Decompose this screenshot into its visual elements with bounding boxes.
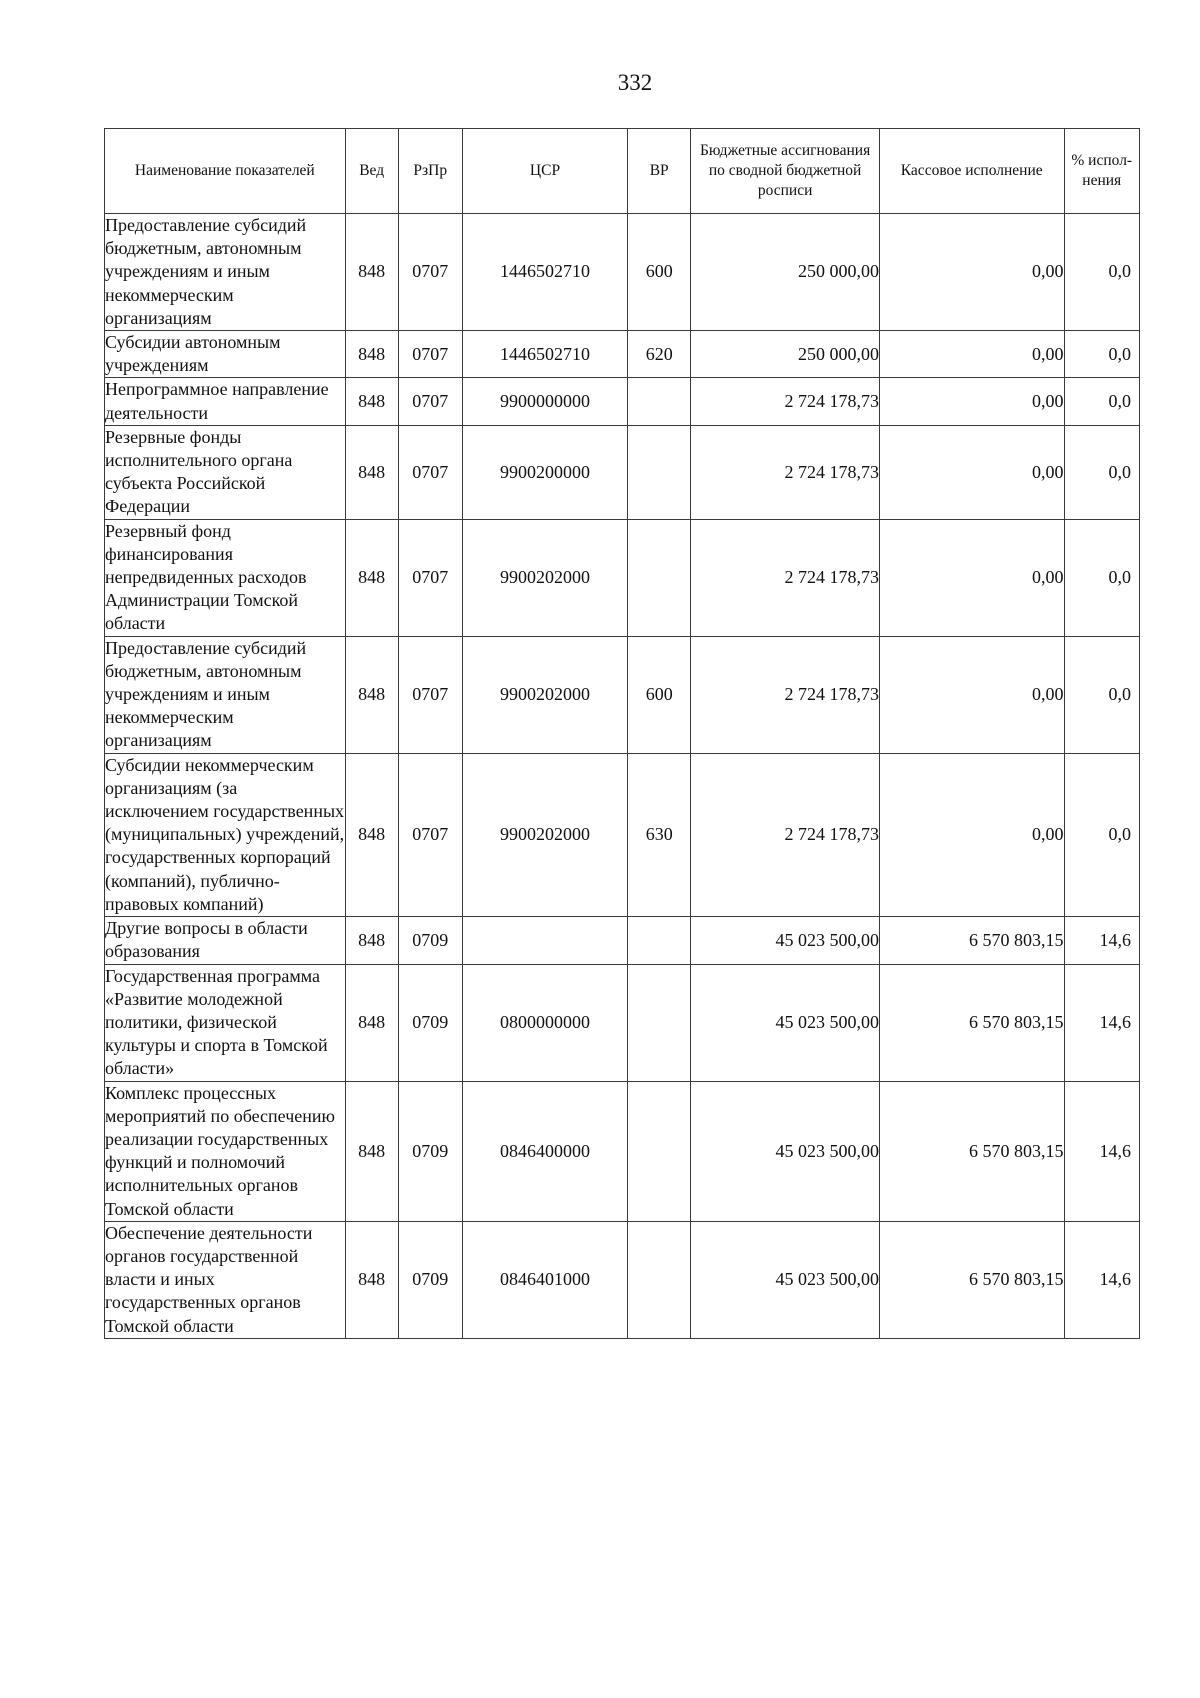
cell-name: Комплекс процессных мероприятий по обеспечению реализации государственных функций и полномочий исполнительных органов Томской области <box>105 1081 346 1221</box>
header-assignments: Бюджетные ассигнования по сводной бюджетной росписи <box>691 129 880 214</box>
cell-name: Предоставление субсидий бюджетным, автономным учреждениям и иным некоммерческим организациям <box>105 636 346 753</box>
cell-vr <box>628 1081 691 1221</box>
cell-cash-execution: 6 570 803,15 <box>879 1221 1064 1338</box>
cell-csr: 1446502710 <box>462 331 627 378</box>
cell-ved: 848 <box>345 1081 398 1221</box>
cell-assignments: 45 023 500,00 <box>691 917 880 964</box>
cell-name: Другие вопросы в области образования <box>105 917 346 964</box>
cell-assignments: 2 724 178,73 <box>691 519 880 636</box>
table-row <box>105 917 1140 964</box>
header-rzpr: РзПр <box>398 129 462 214</box>
cell-cash-execution: 6 570 803,15 <box>879 1081 1064 1221</box>
cell-rzpr: 0707 <box>398 753 462 916</box>
cell-name: Резервный фонд финансирования непредвиденных расходов Администрации Томской области <box>105 519 346 636</box>
cell-ved: 848 <box>345 519 398 636</box>
cell-assignments: 45 023 500,00 <box>691 1221 880 1338</box>
cell-csr: 9900202000 <box>462 519 627 636</box>
cell-percent: 0,0 <box>1064 331 1140 378</box>
cell-cash-execution: 0,00 <box>879 378 1064 425</box>
table-row <box>105 1221 1140 1338</box>
cell-name: Субсидии некоммерческим организациям (за исключением государственных (муниципальных) учреждений, государственных корпораций (компаний), публично-правовых компаний) <box>105 753 346 916</box>
table-row <box>105 753 1140 916</box>
cell-assignments: 2 724 178,73 <box>691 753 880 916</box>
cell-vr: 620 <box>628 331 691 378</box>
cell-csr <box>462 917 627 964</box>
cell-cash-execution: 0,00 <box>879 753 1064 916</box>
cell-ved: 848 <box>345 378 398 425</box>
cell-csr: 9900202000 <box>462 753 627 916</box>
cell-vr <box>628 917 691 964</box>
cell-rzpr: 0707 <box>398 378 462 425</box>
cell-name: Субсидии автономным учреждениям <box>105 331 346 378</box>
budget-execution-table <box>104 128 1140 1339</box>
cell-assignments: 2 724 178,73 <box>691 378 880 425</box>
cell-rzpr: 0709 <box>398 917 462 964</box>
cell-ved: 848 <box>345 636 398 753</box>
cell-vr: 600 <box>628 214 691 331</box>
cell-name: Непрограммное направление деятельности <box>105 378 346 425</box>
cell-assignments: 45 023 500,00 <box>691 1081 880 1221</box>
header-ved: Вед <box>345 129 398 214</box>
cell-ved: 848 <box>345 917 398 964</box>
cell-percent: 0,0 <box>1064 425 1140 519</box>
table-row <box>105 378 1140 425</box>
cell-cash-execution: 0,00 <box>879 331 1064 378</box>
page-number: 332 <box>617 70 653 95</box>
cell-cash-execution: 0,00 <box>879 214 1064 331</box>
cell-csr: 9900000000 <box>462 378 627 425</box>
cell-ved: 848 <box>345 1221 398 1338</box>
cell-percent: 14,6 <box>1064 964 1140 1081</box>
cell-rzpr: 0707 <box>398 519 462 636</box>
cell-rzpr: 0707 <box>398 425 462 519</box>
header-csr: ЦСР <box>462 129 627 214</box>
cell-cash-execution: 0,00 <box>879 519 1064 636</box>
cell-percent: 0,0 <box>1064 378 1140 425</box>
cell-assignments: 2 724 178,73 <box>691 425 880 519</box>
cell-ved: 848 <box>345 214 398 331</box>
cell-rzpr: 0709 <box>398 964 462 1081</box>
table-row <box>105 636 1140 753</box>
cell-cash-execution: 6 570 803,15 <box>879 964 1064 1081</box>
cell-ved: 848 <box>345 753 398 916</box>
table-row <box>105 214 1140 331</box>
cell-ved: 848 <box>345 964 398 1081</box>
cell-csr: 9900202000 <box>462 636 627 753</box>
cell-csr: 0846401000 <box>462 1221 627 1338</box>
cell-name: Предоставление субсидий бюджетным, автономным учреждениям и иным некоммерческим организациям <box>105 214 346 331</box>
cell-csr: 9900200000 <box>462 425 627 519</box>
cell-vr <box>628 519 691 636</box>
cell-assignments: 45 023 500,00 <box>691 964 880 1081</box>
cell-vr: 600 <box>628 636 691 753</box>
cell-vr <box>628 964 691 1081</box>
cell-cash-execution: 0,00 <box>879 636 1064 753</box>
cell-percent: 0,0 <box>1064 214 1140 331</box>
table-row <box>105 425 1140 519</box>
cell-percent: 14,6 <box>1064 917 1140 964</box>
cell-vr <box>628 425 691 519</box>
cell-rzpr: 0709 <box>398 1081 462 1221</box>
cell-vr: 630 <box>628 753 691 916</box>
table-row <box>105 331 1140 378</box>
cell-vr <box>628 378 691 425</box>
cell-ved: 848 <box>345 425 398 519</box>
cell-rzpr: 0707 <box>398 214 462 331</box>
cell-csr: 0800000000 <box>462 964 627 1081</box>
cell-csr: 1446502710 <box>462 214 627 331</box>
cell-rzpr: 0707 <box>398 636 462 753</box>
table-row <box>105 964 1140 1081</box>
cell-percent: 0,0 <box>1064 636 1140 753</box>
header-percent-execution: % испол-нения <box>1064 129 1140 214</box>
table-row <box>105 1081 1140 1221</box>
cell-percent: 0,0 <box>1064 753 1140 916</box>
header-cash-execution: Кассовое исполнение <box>879 129 1064 214</box>
cell-csr: 0846400000 <box>462 1081 627 1221</box>
header-vr: ВР <box>628 129 691 214</box>
cell-assignments: 2 724 178,73 <box>691 636 880 753</box>
cell-rzpr: 0709 <box>398 1221 462 1338</box>
cell-vr <box>628 1221 691 1338</box>
table-header-row <box>105 129 1140 214</box>
cell-cash-execution: 0,00 <box>879 425 1064 519</box>
cell-percent: 14,6 <box>1064 1081 1140 1221</box>
table-row <box>105 519 1140 636</box>
cell-name: Государственная программа «Развитие молодежной политики, физической культуры и спорта в Томской области» <box>105 964 346 1081</box>
cell-percent: 0,0 <box>1064 519 1140 636</box>
cell-cash-execution: 6 570 803,15 <box>879 917 1064 964</box>
cell-assignments: 250 000,00 <box>691 214 880 331</box>
cell-name: Резервные фонды исполнительного органа субъекта Российской Федерации <box>105 425 346 519</box>
cell-percent: 14,6 <box>1064 1221 1140 1338</box>
cell-ved: 848 <box>345 331 398 378</box>
cell-rzpr: 0707 <box>398 331 462 378</box>
cell-name: Обеспечение деятельности органов государственной власти и иных государственных органов Томской области <box>105 1221 346 1338</box>
cell-assignments: 250 000,00 <box>691 331 880 378</box>
header-name: Наименование показателей <box>105 129 346 214</box>
